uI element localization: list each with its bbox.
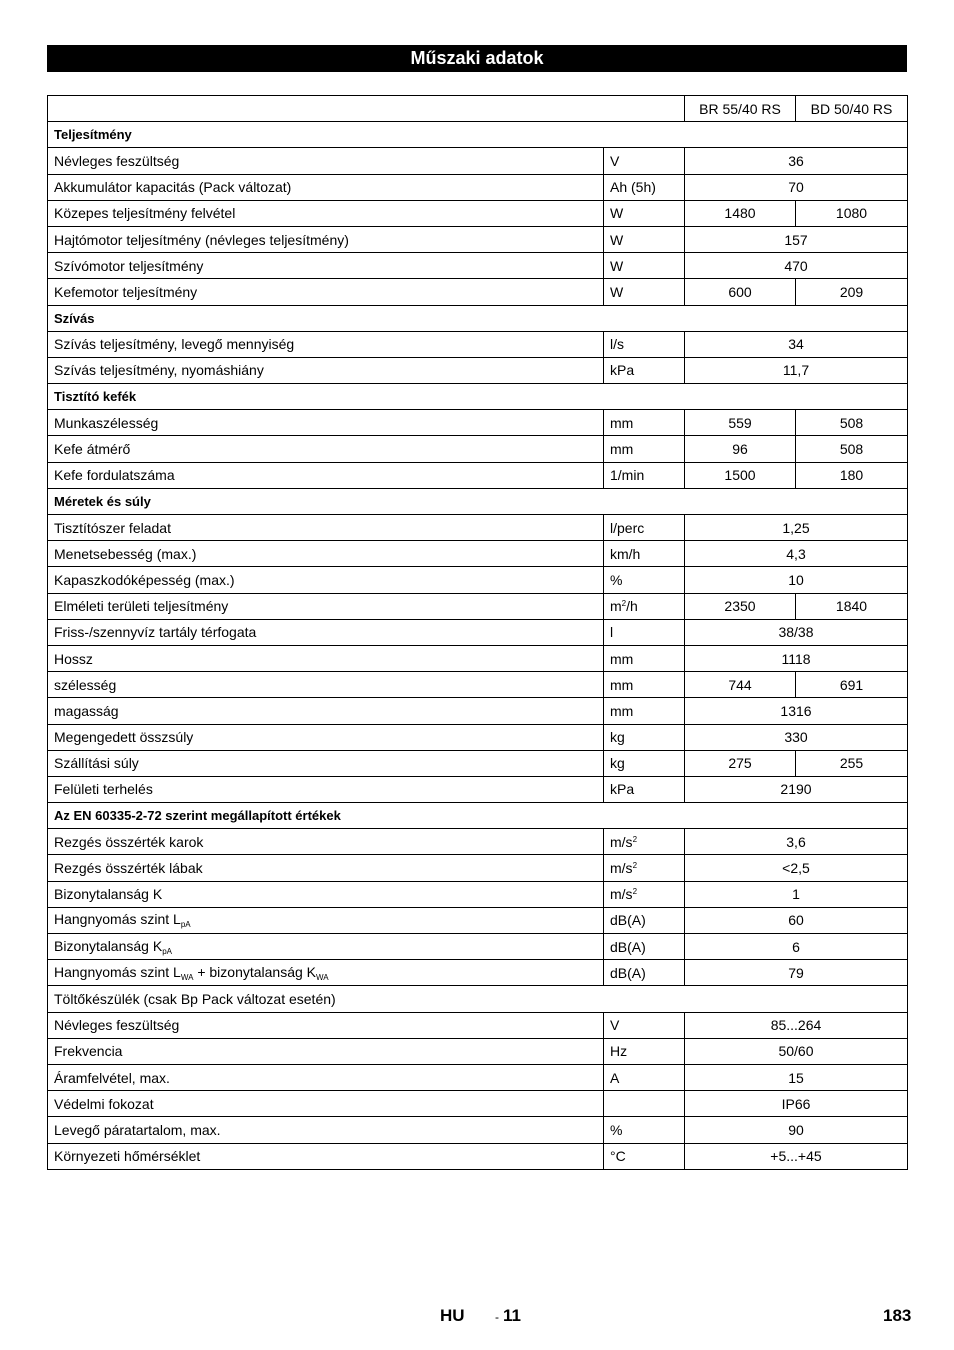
section-header-row	[48, 384, 908, 410]
row-unit-superscript: 2	[621, 599, 627, 609]
row-label	[48, 907, 604, 933]
section-heading: Tisztító kefék	[48, 384, 908, 410]
table-row	[48, 1038, 908, 1064]
row-label-subscript: pA	[180, 920, 191, 930]
table-row	[48, 934, 908, 960]
row-label-text: Hangnyomás szint L	[54, 911, 181, 928]
row-label-text: Védelmi fokozat	[54, 1095, 154, 1112]
row-unit-text: mm	[610, 441, 634, 458]
row-label-text: Frekvencia	[54, 1043, 123, 1060]
row-value-shared: 1316	[685, 698, 908, 724]
row-value-shared: 90	[685, 1117, 908, 1143]
row-unit	[604, 541, 685, 567]
spec-table	[47, 95, 908, 1170]
row-value-model-1: 600	[685, 279, 796, 305]
row-unit	[604, 1064, 685, 1090]
page-title: Műszaki adatok	[47, 45, 907, 72]
row-unit-text: A	[610, 1069, 620, 1086]
row-value-shared: 1,25	[685, 515, 908, 541]
section-header-row	[48, 986, 908, 1012]
table-row	[48, 960, 908, 986]
row-unit-superscript: 2	[632, 861, 638, 871]
row-unit-text: kPa	[610, 362, 635, 379]
table-row	[48, 1012, 908, 1038]
row-value-shared: +5...+45	[685, 1143, 908, 1169]
row-label-text: Kefe átmérő	[54, 441, 131, 458]
row-label	[48, 934, 604, 960]
table-row	[48, 436, 908, 462]
row-value-shared: 1118	[685, 645, 908, 671]
row-value-model-1: 559	[685, 410, 796, 436]
row-label-text: Szívómotor teljesítmény	[54, 257, 204, 274]
table-row	[48, 331, 908, 357]
row-label-text: Szívás teljesítmény, levegő mennyiség	[54, 336, 295, 353]
row-value-shared: 34	[685, 331, 908, 357]
model-header-1: BR 55/40 RS	[685, 96, 796, 122]
row-value-model-2: 508	[796, 410, 908, 436]
row-value-shared: 38/38	[685, 619, 908, 645]
row-unit-text: %	[610, 1121, 623, 1138]
row-value-shared: 11,7	[685, 357, 908, 383]
section-heading: Töltőkészülék (csak Bp Pack változat esetén)	[48, 986, 908, 1012]
row-label	[48, 541, 604, 567]
table-row	[48, 750, 908, 776]
row-unit-text: W	[610, 205, 624, 222]
row-unit	[604, 1117, 685, 1143]
row-value-shared: 50/60	[685, 1038, 908, 1064]
row-unit-text: m/s	[610, 886, 633, 903]
row-unit	[604, 960, 685, 986]
row-unit-text: l/perc	[610, 519, 645, 536]
row-label-text: Áramfelvétel, max.	[54, 1069, 170, 1086]
row-value-model-1: 2350	[685, 593, 796, 619]
row-label-text: Levegő páratartalom, max.	[54, 1121, 221, 1138]
row-unit	[604, 174, 685, 200]
row-label	[48, 776, 604, 802]
row-label	[48, 279, 604, 305]
section-header-row	[48, 803, 908, 829]
row-label-text: Bizonytalanság K	[54, 937, 163, 954]
table-row	[48, 907, 908, 933]
row-value-shared: 1	[685, 881, 908, 907]
row-value-model-2: 691	[796, 672, 908, 698]
row-label	[48, 1117, 604, 1143]
row-unit	[604, 462, 685, 488]
row-label	[48, 645, 604, 671]
table-row	[48, 148, 908, 174]
table-row	[48, 174, 908, 200]
row-unit-text: V	[610, 1017, 620, 1034]
row-value-model-2: 508	[796, 436, 908, 462]
row-label-text: Elméleti területi teljesítmény	[54, 598, 229, 615]
table-row	[48, 410, 908, 436]
row-unit	[604, 724, 685, 750]
row-label-text: Névleges feszültség	[54, 152, 180, 169]
row-label-text: Rezgés összérték lábak	[54, 860, 203, 877]
table-row	[48, 357, 908, 383]
row-value-shared: 330	[685, 724, 908, 750]
row-unit	[604, 279, 685, 305]
row-label-text: Akkumulátor kapacitás (Pack változat)	[54, 179, 292, 196]
row-label	[48, 226, 604, 252]
row-label	[48, 855, 604, 881]
row-unit	[604, 619, 685, 645]
row-unit	[604, 253, 685, 279]
row-value-shared: 79	[685, 960, 908, 986]
section-header-row	[48, 122, 908, 148]
row-value-model-1: 96	[685, 436, 796, 462]
row-label-subscript: pA	[162, 946, 172, 956]
row-unit	[604, 410, 685, 436]
row-unit-text: l	[610, 624, 614, 641]
row-unit	[604, 331, 685, 357]
row-label-text: Közepes teljesítmény felvétel	[54, 205, 236, 222]
row-unit	[604, 515, 685, 541]
section-heading: Méretek és súly	[48, 488, 908, 514]
table-row	[48, 698, 908, 724]
table-row	[48, 645, 908, 671]
row-unit-text: Hz	[610, 1043, 628, 1060]
row-value-shared: 15	[685, 1064, 908, 1090]
table-row	[48, 515, 908, 541]
row-label	[48, 174, 604, 200]
row-label-text: Kapaszkodóképesség (max.)	[54, 571, 235, 588]
row-label-text: Tisztítószer feladat	[54, 519, 171, 536]
row-value-shared: 2190	[685, 776, 908, 802]
row-label-text: Rezgés összérték karok	[54, 833, 204, 850]
table-row	[48, 1117, 908, 1143]
row-unit	[604, 357, 685, 383]
row-label-text: Névleges feszültség	[54, 1017, 180, 1034]
row-unit-text: m/s	[610, 860, 633, 877]
row-label-subscript: WA	[316, 972, 329, 982]
table-row	[48, 279, 908, 305]
footer-dash: -	[495, 1310, 499, 1324]
row-label	[48, 515, 604, 541]
table-row	[48, 593, 908, 619]
row-unit-text: 1/min	[610, 467, 645, 484]
table-row	[48, 724, 908, 750]
row-unit-text: m	[610, 598, 622, 615]
row-label-text: Hangnyomás szint L	[54, 963, 181, 980]
row-label	[48, 1038, 604, 1064]
row-unit-text: mm	[610, 676, 634, 693]
row-label	[48, 410, 604, 436]
table-row	[48, 1143, 908, 1169]
row-label	[48, 1012, 604, 1038]
row-unit-text: W	[610, 257, 624, 274]
row-label	[48, 829, 604, 855]
row-label-text: Kefe fordulatszáma	[54, 467, 175, 484]
row-unit-text: W	[610, 283, 624, 300]
row-label	[48, 593, 604, 619]
row-unit-text: V	[610, 152, 620, 169]
row-label	[48, 619, 604, 645]
row-label	[48, 357, 604, 383]
row-label	[48, 148, 604, 174]
row-label-text: szélesség	[54, 676, 117, 693]
table-row	[48, 567, 908, 593]
row-label	[48, 1091, 604, 1117]
row-label	[48, 253, 604, 279]
row-value-shared: <2,5	[685, 855, 908, 881]
row-label-text: Bizonytalanság K	[54, 886, 163, 903]
section-heading: Teljesítmény	[48, 122, 908, 148]
row-unit	[604, 750, 685, 776]
footer-section-page	[495, 1306, 521, 1326]
row-value-shared: 3,6	[685, 829, 908, 855]
row-value-model-1: 1500	[685, 462, 796, 488]
row-unit-superscript: 2	[632, 834, 638, 844]
row-value-shared: 470	[685, 253, 908, 279]
row-label	[48, 1064, 604, 1090]
row-unit-text: mm	[610, 650, 634, 667]
row-label	[48, 200, 604, 226]
row-value-shared: 85...264	[685, 1012, 908, 1038]
row-unit-text: kg	[610, 729, 625, 746]
row-unit-text: km/h	[610, 545, 641, 562]
row-unit	[604, 593, 685, 619]
row-label-text: Friss-/szennyvíz tartály térfogata	[54, 624, 257, 641]
row-value-model-1: 744	[685, 672, 796, 698]
section-heading: Szívás	[48, 305, 908, 331]
row-unit-text: Ah (5h)	[610, 179, 656, 196]
row-unit	[604, 436, 685, 462]
row-value-model-2: 255	[796, 750, 908, 776]
row-value-model-2: 180	[796, 462, 908, 488]
table-row	[48, 672, 908, 698]
row-unit	[604, 1143, 685, 1169]
row-unit-text: kg	[610, 755, 625, 772]
row-label-text: Megengedett összsúly	[54, 729, 194, 746]
table-row	[48, 619, 908, 645]
row-unit-text: l/s	[610, 336, 624, 353]
row-value-shared: 60	[685, 907, 908, 933]
table-row	[48, 855, 908, 881]
row-label-text: Környezeti hőmérséklet	[54, 1148, 201, 1165]
table-row	[48, 1091, 908, 1117]
row-value-shared: 157	[685, 226, 908, 252]
row-value-model-2: 209	[796, 279, 908, 305]
row-value-shared: 4,3	[685, 541, 908, 567]
footer-page-number: 183	[883, 1306, 912, 1325]
row-value-model-1: 1480	[685, 200, 796, 226]
table-row	[48, 541, 908, 567]
row-value-shared: IP66	[685, 1091, 908, 1117]
row-label-text: Szállítási súly	[54, 755, 139, 772]
table-row	[48, 226, 908, 252]
row-unit-suffix: /h	[626, 598, 638, 615]
row-unit	[604, 698, 685, 724]
row-unit	[604, 672, 685, 698]
row-label	[48, 436, 604, 462]
row-label-text: Felületi terhelés	[54, 781, 153, 798]
row-value-shared: 70	[685, 174, 908, 200]
row-label	[48, 331, 604, 357]
section-heading: Az EN 60335-2-72 szerint megállapított értékek	[48, 803, 908, 829]
row-label	[48, 750, 604, 776]
row-value-model-2: 1840	[796, 593, 908, 619]
row-unit-superscript: 2	[632, 887, 638, 897]
row-unit-text: dB(A)	[610, 964, 646, 981]
row-label-text: magasság	[54, 702, 119, 719]
row-label-text: Hajtómotor teljesítmény (névleges teljesítmény)	[54, 231, 349, 248]
row-unit-text: dB(A)	[610, 938, 646, 955]
row-label-text: Szívás teljesítmény, nyomáshiány	[54, 362, 264, 379]
row-value-model-2: 1080	[796, 200, 908, 226]
header-empty-cell	[48, 96, 685, 122]
row-unit-text: %	[610, 571, 623, 588]
row-unit	[604, 855, 685, 881]
row-label-text: Hossz	[54, 650, 93, 667]
row-unit	[604, 907, 685, 933]
row-unit-text: °C	[610, 1148, 626, 1165]
table-row	[48, 776, 908, 802]
row-label	[48, 1143, 604, 1169]
row-value-shared: 6	[685, 934, 908, 960]
table-header-row	[48, 96, 908, 122]
table-row	[48, 829, 908, 855]
row-unit	[604, 200, 685, 226]
row-label	[48, 567, 604, 593]
footer-language: HU	[440, 1306, 465, 1325]
row-unit-text: m/s	[610, 833, 633, 850]
row-unit	[604, 776, 685, 802]
row-label	[48, 724, 604, 750]
row-unit-text: mm	[610, 702, 634, 719]
row-label-text: Menetsebesség (max.)	[54, 545, 197, 562]
row-value-model-1: 275	[685, 750, 796, 776]
row-unit	[604, 1038, 685, 1064]
row-unit	[604, 1091, 685, 1117]
table-row	[48, 1064, 908, 1090]
row-unit	[604, 567, 685, 593]
section-header-row	[48, 305, 908, 331]
row-label	[48, 960, 604, 986]
row-unit-text: dB(A)	[610, 912, 646, 929]
row-label-subscript: WA	[180, 972, 194, 982]
row-value-shared: 36	[685, 148, 908, 174]
row-label	[48, 462, 604, 488]
row-label	[48, 881, 604, 907]
table-row	[48, 253, 908, 279]
row-label	[48, 698, 604, 724]
row-unit	[604, 934, 685, 960]
row-label-text: Kefemotor teljesítmény	[54, 283, 198, 300]
model-header-2: BD 50/40 RS	[796, 96, 908, 122]
footer-section-number: 11	[503, 1306, 521, 1325]
row-unit	[604, 226, 685, 252]
row-unit	[604, 829, 685, 855]
row-label-text-continued: + bizonytalanság K	[193, 963, 317, 980]
row-value-shared: 10	[685, 567, 908, 593]
row-label	[48, 672, 604, 698]
row-label-text: Munkaszélesség	[54, 414, 159, 431]
row-unit	[604, 148, 685, 174]
row-unit	[604, 881, 685, 907]
table-row	[48, 200, 908, 226]
row-unit-text: W	[610, 231, 624, 248]
section-header-row	[48, 488, 908, 514]
row-unit	[604, 1012, 685, 1038]
row-unit-text: kPa	[610, 781, 635, 798]
table-row	[48, 881, 908, 907]
row-unit	[604, 645, 685, 671]
row-unit-text: mm	[610, 414, 634, 431]
table-row	[48, 462, 908, 488]
